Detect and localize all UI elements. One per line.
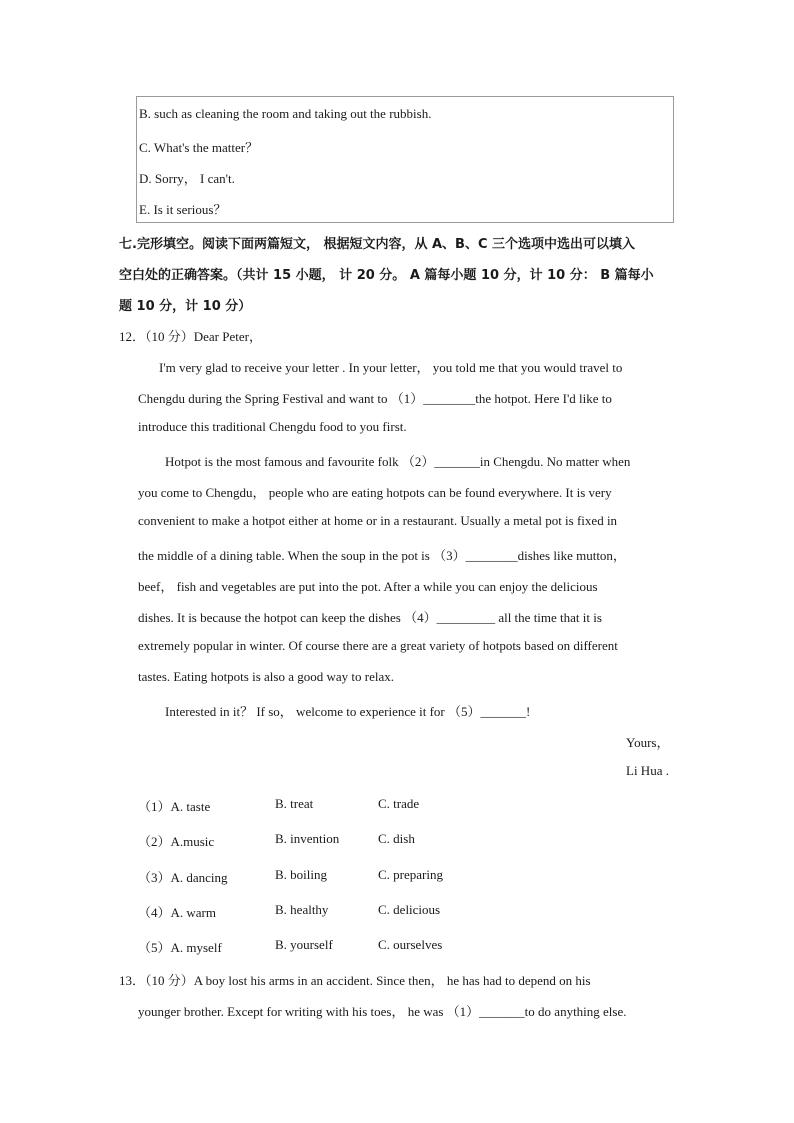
section-heading-line-3: 题 10 分，计 10 分） bbox=[119, 299, 252, 314]
q13-line-2: younger brother. Except for writing with his toes， he was （1）_______to do anything else. bbox=[138, 1004, 627, 1019]
q12-line-12: Interested in it？ If so， welcome to experience it for （5）_______! bbox=[165, 704, 531, 719]
q12-line-2: Chengdu during the Spring Festival and want to （1）________the hotpot. Here I'd like to bbox=[138, 391, 612, 406]
q12-option-3-a: （3）A. dancing bbox=[138, 870, 228, 885]
option-c: C. What's the matter？ bbox=[139, 140, 259, 155]
q12-option-4-c: C. delicious bbox=[378, 902, 441, 917]
q12-option-1-b: B. treat bbox=[275, 796, 314, 811]
q12-line-7: the middle of a dining table. When the soup in the pot is （3）________dishes like mutton， bbox=[138, 548, 626, 563]
q12-line-6: convenient to make a hotpot either at home or in a restaurant. Usually a metal pot is fixed in bbox=[138, 513, 618, 528]
q12-line-4: Hotpot is the most famous and favourite folk （2）_______in Chengdu. No matter when bbox=[165, 454, 631, 469]
q12-option-4-a: （4）A. warm bbox=[138, 905, 216, 920]
q12-option-3-b: B. boiling bbox=[275, 867, 328, 882]
q12-option-2-a: （2）A.music bbox=[138, 834, 215, 849]
section-heading-line-1: 七.完形填空。阅读下面两篇短文， 根据短文内容，从 A、B、C 三个选项中选出可以填入 bbox=[119, 237, 636, 252]
q12-option-5-b: B. yourself bbox=[275, 937, 333, 952]
option-d: D. Sorry， I can't. bbox=[139, 171, 235, 186]
q12-line-9: dishes. It is because the hotpot can keep the dishes （4）_________ all the time that it is bbox=[138, 610, 602, 625]
q13-line-1: 13．（10 分）A boy lost his arms in an accident. Since then， he has had to depend on his bbox=[119, 973, 591, 988]
option-b: B. such as cleaning the room and taking out the rubbish. bbox=[139, 106, 432, 121]
q12-signature: Li Hua . bbox=[626, 763, 669, 778]
q12-title: 12．（10 分）Dear Peter， bbox=[119, 329, 262, 344]
q12-option-2-b: B. invention bbox=[275, 831, 340, 846]
q12-option-1-a: （1）A. taste bbox=[138, 799, 211, 814]
q12-option-3-c: C. preparing bbox=[378, 867, 443, 882]
option-e: E. Is it serious？ bbox=[139, 202, 227, 217]
q12-line-3: introduce this traditional Chengdu food to you first. bbox=[138, 419, 407, 434]
q12-option-4-b: B. healthy bbox=[275, 902, 329, 917]
q12-option-5-c: C. ourselves bbox=[378, 937, 443, 952]
q12-line-11: tastes. Eating hotpots is also a good way to relax. bbox=[138, 669, 394, 684]
q12-option-5-a: （5）A. myself bbox=[138, 940, 222, 955]
q12-line-5: you come to Chengdu， people who are eating hotpots can be found everywhere. It is very bbox=[138, 485, 612, 500]
q12-line-10: extremely popular in winter. Of course there are a great variety of hotpots based on different bbox=[138, 638, 618, 653]
q12-option-2-c: C. dish bbox=[378, 831, 415, 846]
q12-option-1-c: C. trade bbox=[378, 796, 420, 811]
q12-line-1: I'm very glad to receive your letter . In your letter， you told me that you would travel to bbox=[159, 360, 623, 375]
section-heading-line-2: 空白处的正确答案。（共计 15 小题， 计 20 分。 A 篇每小题 10 分，计 10 分： B 篇每小 bbox=[119, 268, 654, 283]
q12-line-8: beef， fish and vegetables are put into the pot. After a while you can enjoy the delicious bbox=[138, 579, 598, 594]
q12-closing: Yours， bbox=[626, 735, 670, 750]
